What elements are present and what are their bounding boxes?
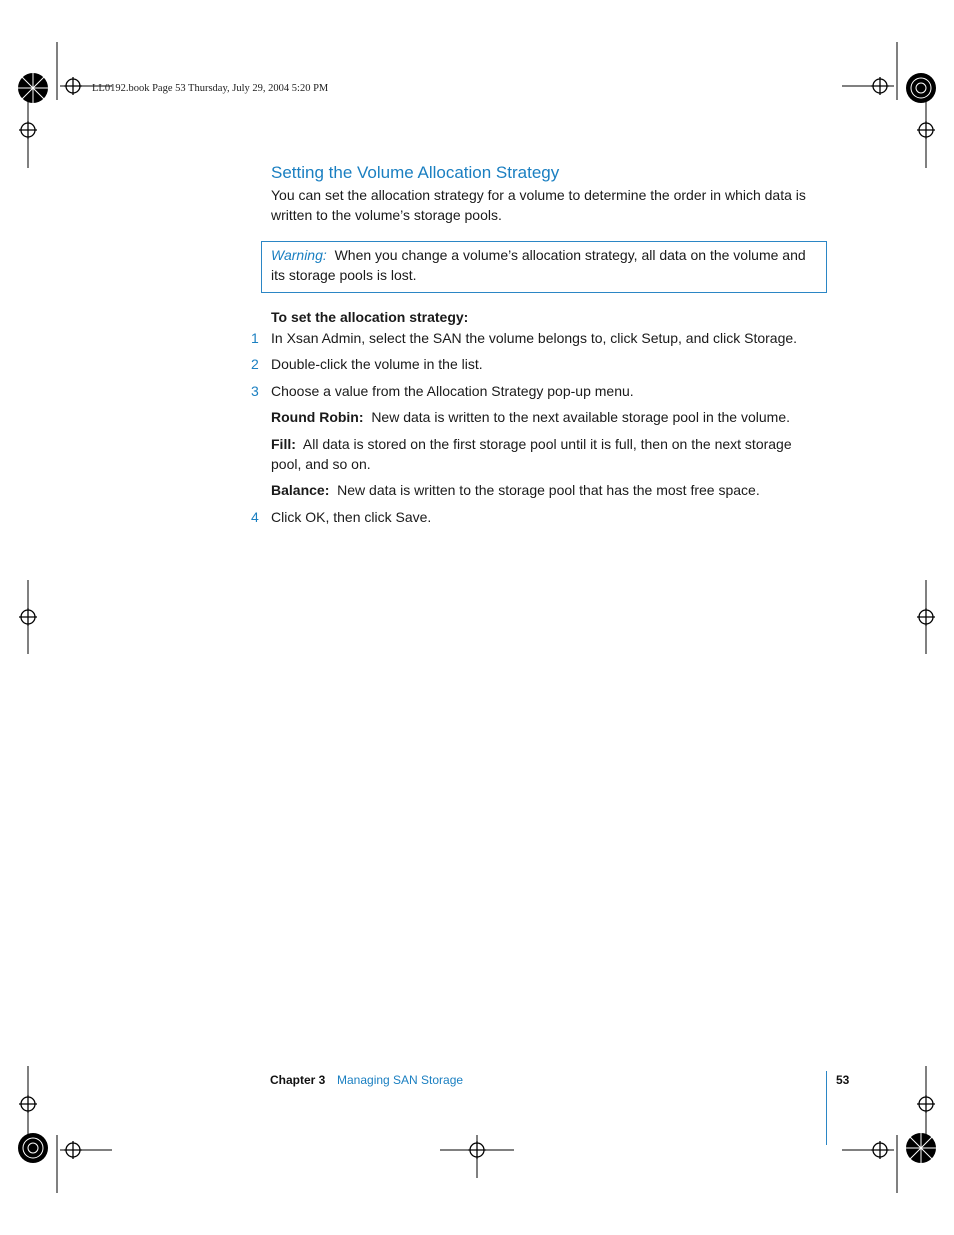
footer-rule (826, 1071, 827, 1145)
step-number: 4 (251, 509, 259, 525)
step-number: 3 (251, 383, 259, 399)
definition-term: Round Robin: (271, 409, 364, 425)
step-number: 2 (251, 356, 259, 372)
definition-text: New data is written to the next available storage pool in the volume. (371, 409, 790, 425)
intro-paragraph: You can set the allocation strategy for a volume to determine the order in which data is written to the volume’s storage pools. (271, 187, 806, 223)
definition-term: Balance: (271, 482, 330, 498)
definition-text: New data is written to the storage pool that has the most free space. (337, 482, 760, 498)
step-text: In Xsan Admin, select the SAN the volume belongs to, click Setup, and click Storage. (271, 330, 798, 346)
definition-round-robin (271, 407, 816, 427)
definition-term: Fill: (271, 436, 296, 452)
warning-text (271, 245, 816, 285)
warning-body: When you change a volume’s allocation strategy, all data on the volume and its storage pools is lost. (271, 247, 806, 283)
step-number: 1 (251, 330, 259, 346)
print-slug: LL0192.book Page 53 Thursday, July 29, 2004 5:20 PM (92, 83, 329, 94)
section-heading: Setting the Volume Allocation Strategy (271, 163, 560, 182)
definition-fill (271, 434, 816, 474)
step-text: Choose a value from the Allocation Strategy pop-up menu. (271, 383, 634, 399)
footer-chapter-title: Managing SAN Storage (337, 1073, 464, 1087)
footer-chapter: Chapter 3 (270, 1073, 326, 1087)
procedure-title: To set the allocation strategy: (271, 309, 469, 325)
page-number: 53 (836, 1073, 850, 1087)
definition-text: All data is stored on the first storage pool until it is full, then on the next storage pool, and so on. (271, 436, 792, 472)
warning-label: Warning: (271, 247, 327, 263)
step-text: Double-click the volume in the list. (271, 356, 483, 372)
step-text: Click OK, then click Save. (271, 509, 432, 525)
definition-balance (271, 480, 816, 500)
